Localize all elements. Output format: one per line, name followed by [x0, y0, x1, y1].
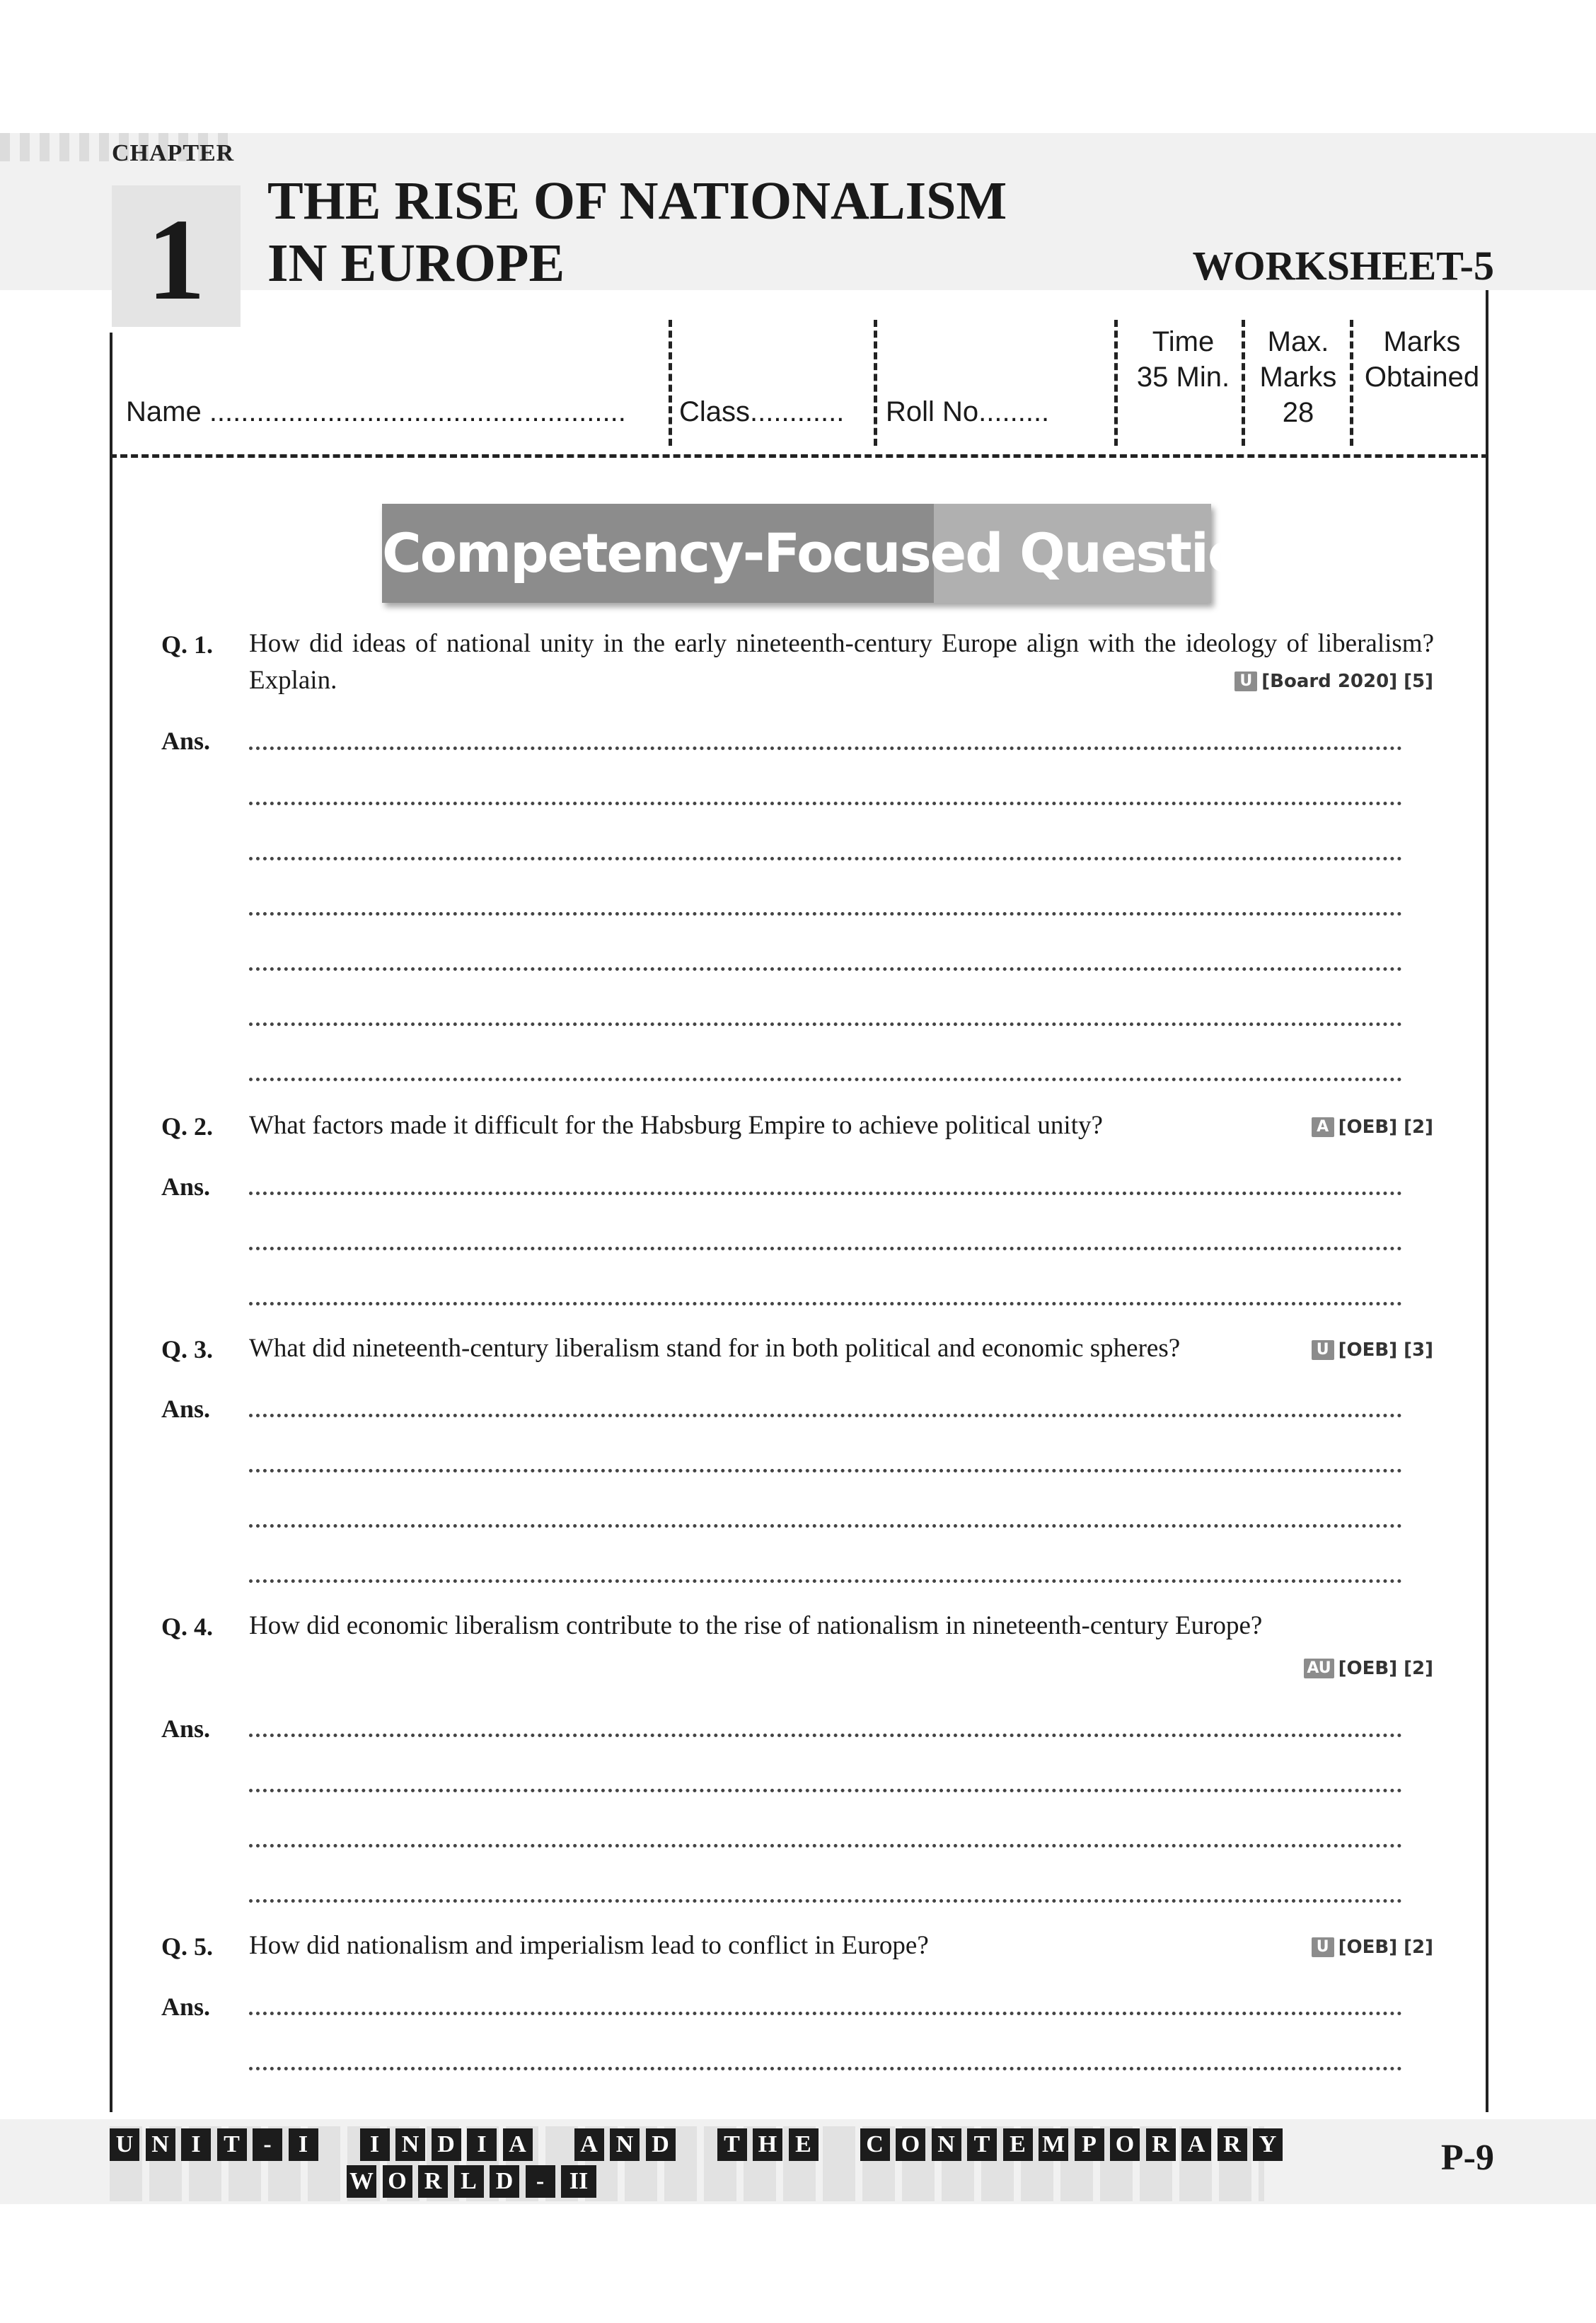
footer-letter-cell: R [1218, 2128, 1247, 2161]
footer-unit-title [110, 2128, 1277, 2161]
answer-line[interactable] [249, 802, 1402, 805]
answer-line[interactable] [249, 2012, 1402, 2015]
footer-letter-cell: N [395, 2128, 425, 2161]
divider [1114, 320, 1118, 446]
info-row-divider [110, 454, 1488, 458]
footer-letter-cell: - [253, 2128, 282, 2161]
footer-letter-cell: C [860, 2128, 890, 2161]
question-number: Q. 1. [161, 630, 214, 659]
answer-line[interactable] [249, 1579, 1402, 1583]
answer-line[interactable] [249, 1469, 1402, 1472]
footer-letter-cell: I [360, 2128, 390, 2161]
footer-letter-cell: R [1146, 2128, 1176, 2161]
footer-letter-cell: W [347, 2165, 376, 2198]
footer-letter-cell: II [561, 2165, 596, 2198]
answer-label: Ans. [161, 1714, 211, 1743]
chapter-title-line1: THE RISE OF NATIONALISM [267, 171, 1007, 231]
footer-letter-cell: I [289, 2128, 318, 2161]
divider [1350, 320, 1353, 446]
footer-letter-cell: A [1181, 2128, 1211, 2161]
answer-label: Ans. [161, 727, 211, 755]
footer-letter-cell: D [490, 2165, 519, 2198]
analysis-understanding-badge-icon: AU [1304, 1659, 1334, 1678]
time-box [1125, 324, 1242, 395]
footer-letter-cell: N [146, 2128, 175, 2161]
page-number: P-9 [1440, 2138, 1494, 2178]
footer-letter-cell: N [932, 2128, 961, 2161]
footer-letter-cell: A [503, 2128, 533, 2161]
max-marks-label: Max. [1267, 326, 1329, 357]
answer-line[interactable] [249, 1078, 1402, 1081]
answer-line[interactable] [249, 967, 1402, 971]
footer-letter-cell: P [1075, 2128, 1104, 2161]
divider [669, 320, 672, 446]
answer-line[interactable] [249, 857, 1402, 860]
chapter-number: 1 [146, 195, 206, 324]
question-tag-text: [OEB] [2] [1338, 1658, 1433, 1679]
roll-no-field[interactable]: Roll No......... [886, 396, 1050, 427]
chapter-title [267, 170, 1007, 294]
footer-letter-cell: E [1003, 2128, 1033, 2161]
application-badge-icon: A [1312, 1117, 1334, 1137]
question-number: Q. 5. [161, 1932, 214, 1961]
footer-letter-cell: T [717, 2128, 747, 2161]
question-text: What factors made it difficult for the Habsburg Empire to achieve political unity? [249, 1111, 1103, 1140]
section-banner [382, 504, 1311, 603]
marks-obtained-label2: Obtained [1364, 362, 1480, 393]
worksheet-label: WORKSHEET-5 [1192, 243, 1494, 289]
understanding-badge-icon: U [1312, 1340, 1334, 1360]
question-tag [1234, 671, 1433, 692]
footer-letter-cell: T [217, 2128, 247, 2161]
max-marks-value: 28 [1282, 397, 1314, 428]
time-label: Time [1152, 326, 1215, 357]
divider [1242, 320, 1245, 446]
question-tag-text: [OEB] [3] [1338, 1339, 1433, 1361]
footer-letter-cell: A [574, 2128, 604, 2161]
banner-title-part2: Questions [1019, 521, 1311, 584]
footer-letter-cell: H [753, 2128, 782, 2161]
frame-left-rule [110, 333, 112, 2112]
question-tag [1304, 1658, 1433, 1679]
question-tag-text: [OEB] [2] [1338, 1117, 1433, 1138]
max-marks-box [1252, 324, 1344, 430]
name-field[interactable]: Name ..................................................... [126, 396, 626, 427]
footer-letter-cell: R [418, 2165, 448, 2198]
footer-letter-cell: N [610, 2128, 640, 2161]
question-tag [1312, 1937, 1433, 1958]
frame-right-rule [1486, 290, 1488, 2112]
footer-letter-cell: U [110, 2128, 139, 2161]
answer-label: Ans. [161, 1395, 211, 1423]
answer-line[interactable] [249, 1192, 1402, 1195]
footer-letter-cell: E [789, 2128, 819, 2161]
footer-letter-cell: D [646, 2128, 676, 2161]
chapter-title-line2: IN EUROPE [267, 234, 565, 293]
footer-letter-cell: I [181, 2128, 211, 2161]
question-tag [1312, 1117, 1433, 1138]
time-value: 35 Min. [1136, 362, 1230, 393]
footer-unit-title-line2 [347, 2165, 630, 2198]
answer-line[interactable] [249, 1414, 1402, 1417]
answer-line[interactable] [249, 1734, 1402, 1737]
footer-letter-cell: I [467, 2128, 497, 2161]
answer-line[interactable] [249, 1247, 1402, 1250]
footer-letter-cell: O [1110, 2128, 1140, 2161]
question-number: Q. 4. [161, 1613, 214, 1641]
footer-letter-cell: O [896, 2128, 925, 2161]
footer-letter-cell: D [432, 2128, 461, 2161]
footer-letter-cell: - [526, 2165, 555, 2198]
footer-letter-cell: M [1039, 2128, 1068, 2161]
max-marks-label2: Marks [1259, 362, 1337, 393]
question-text: How did economic liberalism contribute to the rise of nationalism in nineteenth-century Europe? [249, 1611, 1263, 1640]
marks-obtained-label: Marks [1383, 326, 1461, 357]
footer-letter-cell: L [454, 2165, 484, 2198]
answer-line[interactable] [249, 747, 1402, 750]
footer-letter-cell: Y [1253, 2128, 1283, 2161]
answer-label: Ans. [161, 1993, 211, 2021]
question-text: What did nineteenth-century liberalism stand for in both political and economic spheres? [249, 1334, 1181, 1363]
answer-line[interactable] [249, 1302, 1402, 1305]
answer-line[interactable] [249, 1844, 1402, 1848]
understanding-badge-icon: U [1234, 671, 1257, 691]
answer-line[interactable] [249, 2067, 1402, 2070]
answer-line[interactable] [249, 912, 1402, 916]
question-text: How did nationalism and imperialism lead to conflict in Europe? [249, 1931, 929, 1960]
footer-letter-cell: T [967, 2128, 997, 2161]
banner-title [382, 504, 1311, 603]
answer-label: Ans. [161, 1172, 211, 1201]
marks-obtained-box[interactable] [1360, 324, 1484, 395]
chapter-label: CHAPTER [112, 140, 235, 166]
question-number: Q. 3. [161, 1335, 214, 1364]
question-tag [1312, 1339, 1433, 1361]
question-number: Q. 2. [161, 1112, 214, 1141]
answer-line[interactable] [249, 1899, 1402, 1903]
question-tag-text: [Board 2020] [5] [1261, 671, 1433, 692]
question-text: How did ideas of national unity in the early nineteenth-century Europe align with the ideology of liberalism? Explain. [249, 629, 1434, 695]
banner-title-part1: Competency-Focused [382, 521, 1002, 584]
answer-line[interactable] [249, 1524, 1402, 1528]
answer-line[interactable] [249, 1022, 1402, 1026]
divider [874, 320, 877, 446]
footer-letter-cell: O [383, 2165, 412, 2198]
question-tag-text: [OEB] [2] [1338, 1937, 1433, 1958]
understanding-badge-icon: U [1312, 1937, 1334, 1957]
answer-line[interactable] [249, 1789, 1402, 1792]
class-field[interactable]: Class............ [679, 396, 845, 427]
